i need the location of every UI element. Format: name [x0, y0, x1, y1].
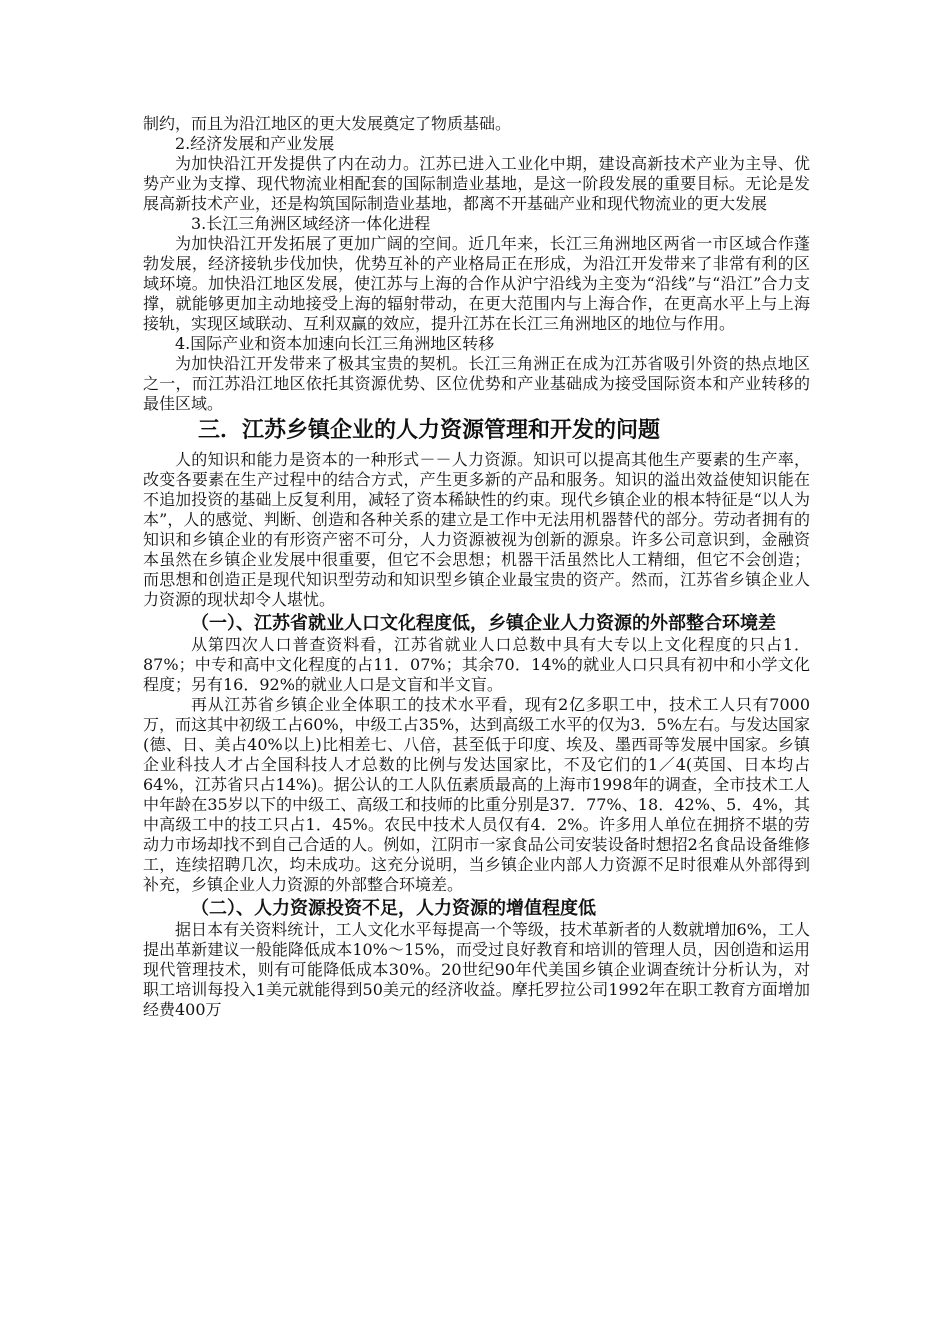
paragraph-text: 为加快沿江开发提供了内在动力。江苏已进入工业化中期，建设高新技术产业为主导、优势产业为支撑、现代物流业相配套的国际制造业基地，是这一阶段发展的重要目标。无论是发展高新技术产业，还是构筑国际制造业基地，都离不开基础产业和现代物流业的更大发展: [143, 154, 810, 213]
subsection-title: （一）、江苏省就业人口文化程度低，乡镇企业人力资源的外部整合环境差: [191, 613, 776, 634]
document-page: [143, 114, 810, 1020]
paragraph-text: 人的知识和能力是资本的一种形式－－人力资源。知识可以提高其他生产要素的生产率，改变各要素在生产过程中的结合方式，产生更多新的产品和服务。知识的溢出效益使知识能在不追加投资的基础上反复利用，减轻了资本稀缺性的约束。现代乡镇企业的根本特征是“以人为本”，人的感觉、判断、创造和各种关系的建立是工作中无法用机器替代的部分。劳动者拥有的知识和乡镇企业的有形资产密不可分，人力资源被视为创新的源泉。许多公司意识到，金融资本虽然在乡镇企业发展中很重要，但它不会思想；机器干活虽然比人工精细，但它不会创造；而思想和创造正是现代知识型劳动和知识型乡镇企业最宝贵的资产。然而，江苏省乡镇企业人力资源的现状却令人堪忧。: [143, 450, 810, 609]
subsection-title: （二）、人力资源投资不足，人力资源的增值程度低: [191, 898, 596, 919]
subsection-heading: 4.国际产业和资本加速向长江三角洲地区转移: [175, 334, 495, 353]
paragraph-text: 据日本有关资料统计，工人文化水平每提高一个等级，技术革新者的人数就增加6%，工人提出革新建议一般能降低成本10%～15%，而受过良好教育和培训的管理人员，因创造和运用现代管理技术，则有可能降低成本30%。20世纪90年代美国乡镇企业调查统计分析认为，对职工培训每投入1美元就能得到50美元的经济收益。摩托罗拉公司1992年在职工教育方面增加经费400万: [143, 920, 810, 1019]
paragraph-text: 为加快沿江开发拓展了更加广阔的空间。近几年来，长江三角洲地区两省一市区域合作蓬勃发展，经济接轨步伐加快，优势互补的产业格局正在形成，为沿江开发带来了非常有利的区域环境。加快沿江地区发展，使江苏与上海的合作从沪宁沿线为主变为“沿线”与“沿江”合力支撑，就能够更加主动地接受上海的辐射带动，在更大范围内与上海合作，在更高水平上与上海接轨，实现区域联动、互利双赢的效应，提升江苏在长江三角洲地区的地位与作用。: [143, 234, 810, 333]
paragraph-text: 为加快沿江开发带来了极其宝贵的契机。长江三角洲正在成为江苏省吸引外资的热点地区之一，而江苏沿江地区依托其资源优势、区位优势和产业基础成为接受国际资本和产业转移的最佳区域。: [143, 354, 810, 413]
section-heading: 三．江苏乡镇企业的人力资源管理和开发的问题: [198, 418, 661, 443]
paragraph-text: 再从江苏省乡镇企业全体职工的技术水平看，现有2亿多职工中，技术工人只有7000万，而这其中初级工占60%，中级工占35%，达到高级工水平的仅为3．5%左右。与发达国家(德、日、美占40%以上)比相差七、八倍，甚至低于印度、埃及、墨西哥等发展中国家。乡镇企业科技人才占全国科技人才总数的比例与发达国家比，不及它们的1／4(英国、日本均占64%，江苏省只占14%)。据公认的工人队伍素质最高的上海市1998年的调查，全市技术工人中年龄在35岁以下的中级工、高级工和技师的比重分别是37．77%、18．42%、5．4%，其中高级工中的技工只占1．45%。农民中技术人员仅有4．2%。许多用人单位在拥挤不堪的劳动力市场却找不到自己合适的人。例如，江阴市一家食品公司安装设备时想招2名食品设备维修工，连续招聘几次，均未成功。这充分说明，当乡镇企业内部人力资源不足时很难从外部得到补充，乡镇企业人力资源的外部整合环境差。: [143, 695, 810, 894]
paragraph-text: 从第四次人口普查资料看，江苏省就业人口总数中具有大专以上文化程度的只占1．87%；中专和高中文化程度的占11．07%；其余70．14%的就业人口只具有初中和小学文化程度；另有16．92%的就业人口是文盲和半文盲。: [143, 635, 810, 694]
subsection-heading: 3.长江三角洲区域经济一体化进程: [191, 214, 431, 233]
subsection-heading: 2.经济发展和产业发展: [175, 134, 335, 153]
paragraph-text: 制约，而且为沿江地区的更大发展奠定了物质基础。: [143, 114, 512, 133]
